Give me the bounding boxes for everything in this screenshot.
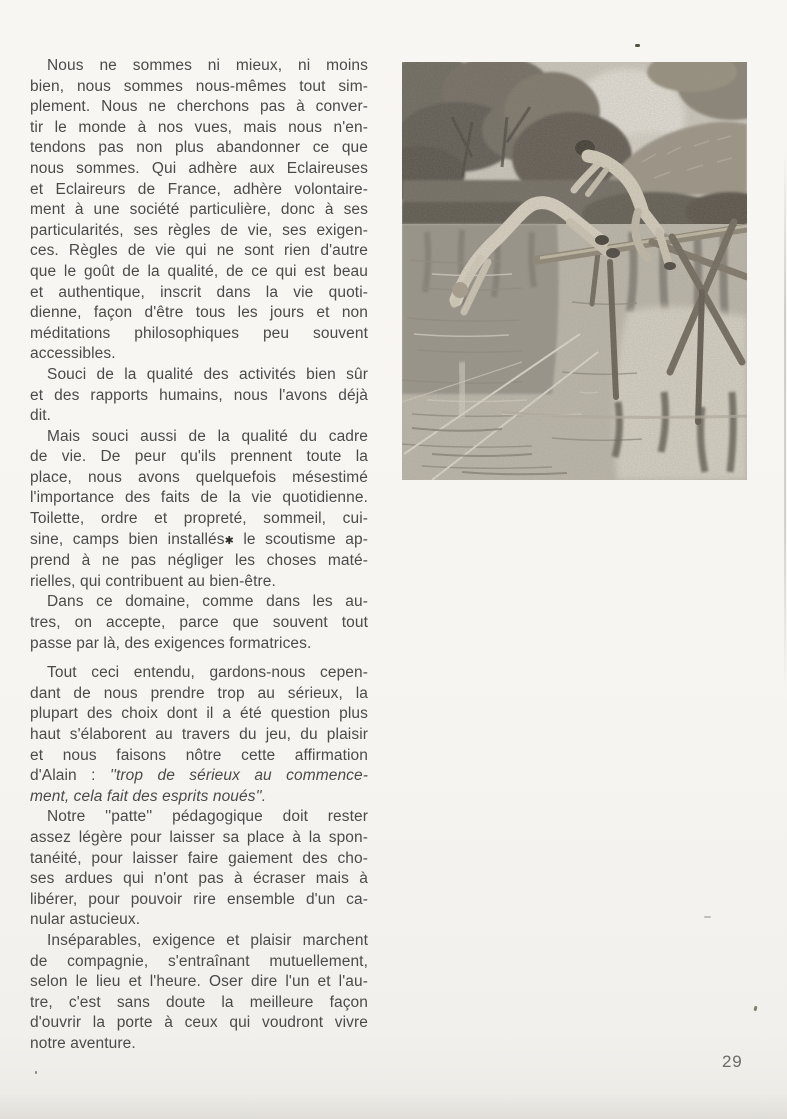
paragraph <box>30 807 368 931</box>
text-line: Mais souci aussi de la qualité du cadre <box>47 427 368 445</box>
text-line: et authentique, inscrit dans la vie quoti- <box>30 283 368 301</box>
text-line: Notre ''patte'' pédagogique doit rester <box>47 808 368 826</box>
scan-dot-bottom-left <box>35 1071 37 1074</box>
page-edge-shadow <box>784 150 786 690</box>
text-line: haut s'élaborent au travers du jeu, du plaisir <box>30 726 368 743</box>
text-line: méditations philosophiques peu souvent <box>30 324 368 342</box>
text-line: d'ouvrir la porte à ceux qui voudront vivre <box>30 1014 368 1032</box>
text-line: dienne, façon d'être tous les jours et non <box>30 304 368 322</box>
text-line: Tout ceci entendu, gardons-nous cepen- <box>47 664 368 682</box>
text-line: de compagnie, s'entraînant mutuellement, <box>30 952 368 970</box>
text-line: assez légère pour laisser sa place à la spon- <box>30 828 368 846</box>
text-line: nous sommes. Qui adhère aux Eclaireuses <box>30 159 368 177</box>
text-line: passe par là, des exigences formatrices. <box>30 634 312 652</box>
river-bridge-photo <box>402 62 747 480</box>
scan-speck-bottom-right <box>754 1006 758 1012</box>
text-line: ses ardues qui n'ont pas à écraser mais à <box>30 870 368 888</box>
text-line: dant de nous prendre trop au sérieux, la <box>30 684 368 702</box>
photo-illustration <box>402 62 747 480</box>
paragraph <box>30 56 368 365</box>
text-line: accessibles. <box>30 345 116 363</box>
scan-speck-top <box>635 44 640 47</box>
text-line: Inséparables, exigence et plaisir marchent <box>47 931 368 949</box>
page-bottom-shadow <box>0 1093 787 1119</box>
paragraph <box>30 592 368 654</box>
text-line: Toilette, ordre et propreté, sommeil, cui- <box>30 510 368 528</box>
text-line: dit. <box>30 407 52 425</box>
article-text-column <box>30 56 368 1055</box>
text-line: plement. Nous ne cherchons pas à conver- <box>30 98 368 116</box>
text-line: tre, c'est sans doute la meilleure façon <box>30 993 368 1011</box>
paragraph <box>30 427 368 593</box>
text-line: de vie. De peur qu'ils prennent toute la <box>30 448 368 466</box>
text-line: particularités, ses règles de vie, ses exigen- <box>30 221 368 239</box>
text-line: nular astucieux. <box>30 911 141 929</box>
paragraph <box>30 663 368 807</box>
text-line: tendons pas non plus abandonner ce que <box>30 139 368 157</box>
text-line: Dans ce domaine, comme dans les au- <box>47 593 368 611</box>
text-line: ment, cela fait des esprits noués''. <box>30 787 267 805</box>
text-line: ces. Règles de vie qui ne sont rien d'autre <box>30 242 368 260</box>
text-line: sine, camps bien installés✱ le scoutisme ap- <box>30 530 369 548</box>
text-line: Nous ne sommes ni mieux, ni moins <box>47 57 368 74</box>
text-line: place, nous avons quelquefois mésestimé <box>30 468 368 486</box>
text-line: et Eclaireurs de France, adhère volontaire- <box>30 180 368 198</box>
text-line: que le goût de la qualité, de ce qui est beau <box>30 262 368 280</box>
text-line: selon le lieu et l'heure. Oser dire l'un et l'au- <box>30 973 368 991</box>
text-line: plupart des choix dont il a été question plus <box>30 705 368 723</box>
text-line: Souci de la qualité des activités bien sûr <box>47 365 368 383</box>
scan-dash-right <box>704 916 711 918</box>
text-line: tir le monde à nos vues, mais nous n'en- <box>30 118 368 136</box>
text-line: ment à une société particulière, donc à ses <box>30 201 368 219</box>
text-line: et des rapports humains, nous l'avons déjà <box>30 386 368 404</box>
text-line: rielles, qui contribuent au bien-être. <box>30 572 276 590</box>
text-line: bien, nous sommes nous-mêmes tout sim- <box>30 77 368 95</box>
page-number: 29 <box>722 1052 743 1071</box>
text-line: libérer, pour pouvoir rire ensemble d'un ca- <box>30 890 368 908</box>
text-line: et nous faisons nôtre cette affirmation <box>30 746 368 764</box>
text-line: tres, on accepte, parce que souvent tout <box>30 614 368 632</box>
text-line: d'Alain : ''trop de sérieux au commence- <box>30 767 368 785</box>
text-line: prend à ne pas négliger les choses maté- <box>30 552 368 570</box>
paragraph <box>30 931 368 1055</box>
text-line: l'importance des faits de la vie quotidienne. <box>30 489 368 507</box>
text-line: tanéité, pour laisser faire gaiement des cho- <box>30 849 368 867</box>
paragraph <box>30 365 368 427</box>
text-line: notre aventure. <box>30 1034 136 1052</box>
ink-blot-artifact: ✱ <box>224 534 234 547</box>
